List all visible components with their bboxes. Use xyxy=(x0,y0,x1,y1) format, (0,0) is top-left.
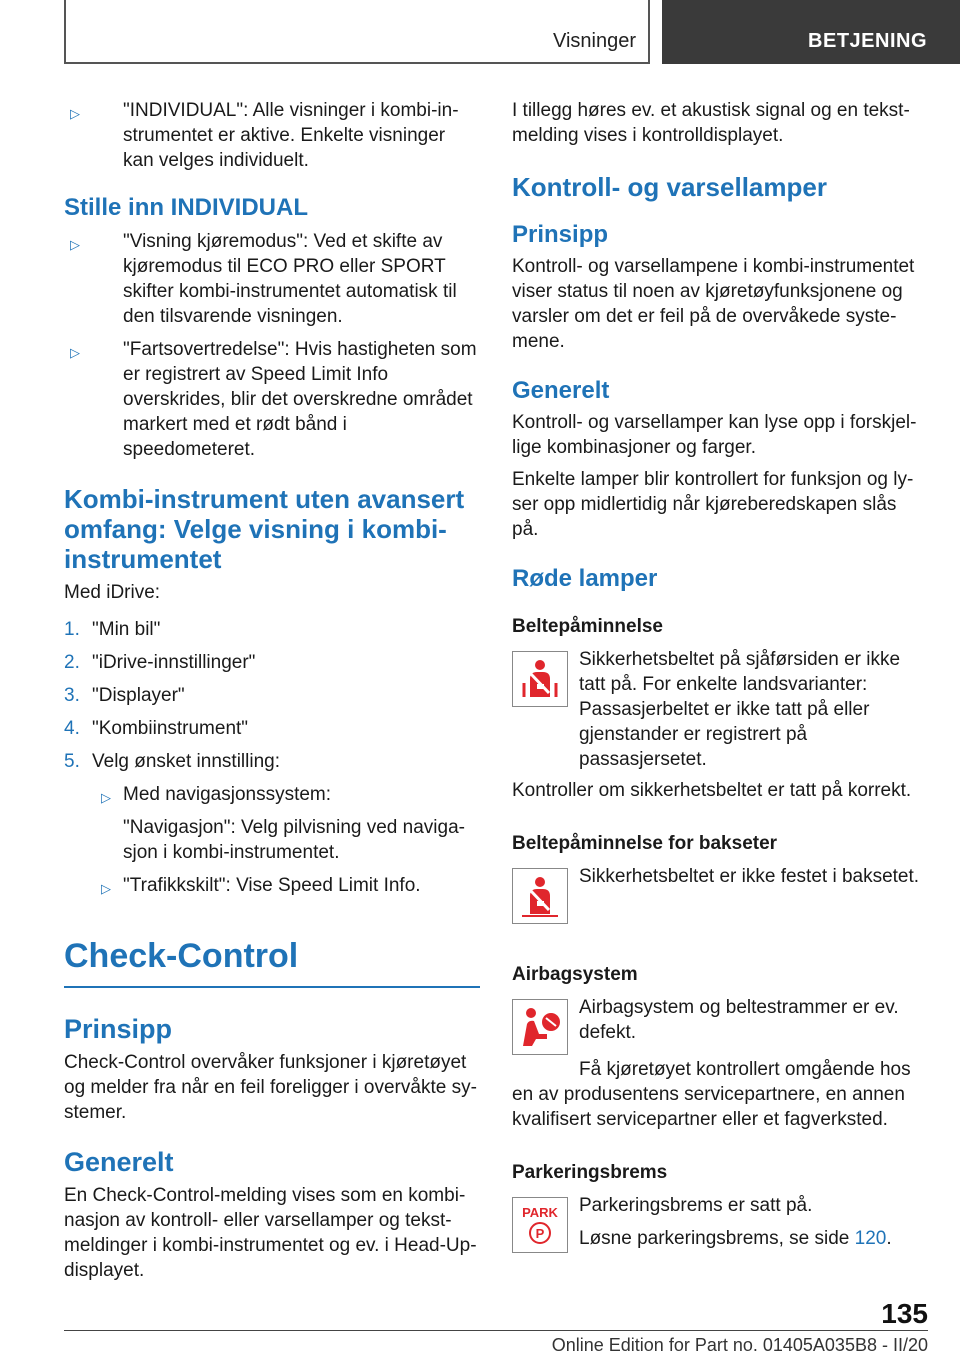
lamp-text: Kontroller om sikkerhetsbeltet er tatt på korrekt. xyxy=(512,780,912,801)
triangle-bullet-icon: ▷ xyxy=(101,881,111,896)
heading-prinsipp: Prinsipp xyxy=(64,1014,173,1044)
step-item: 3. "Displayer" xyxy=(64,685,185,706)
list-item: ▷ "INDIVIDUAL": Alle visninger i kombi-instrumentet er aktive. Enkelte visninger kan velges individuelt. xyxy=(70,100,459,171)
heading-rode-lamper: Røde lamper xyxy=(512,565,658,592)
airbag-warning-icon xyxy=(512,999,568,1055)
intro-text: I tillegg høres ev. et akustisk signal og en tekstmelding vises i kontrolldisplayet. xyxy=(512,100,910,146)
lamp-text: Løsne parkeringsbrems, se side 120. xyxy=(579,1228,892,1249)
sub-list-text: "Navigasjon": Velg pilvisning ved navigasjon i kombi-instrumentet. xyxy=(123,817,465,863)
page-link[interactable]: 120 xyxy=(854,1228,887,1249)
lamp-title: Beltepåminnelse xyxy=(512,616,663,637)
lamp-title: Beltepåminnelse for bakseter xyxy=(512,833,778,854)
lamp-block xyxy=(512,647,928,772)
lamp-text: Sikkerhetsbeltet på sjåførsiden er ikke tatt på. For enkelte landsvarianter: Passasjerbeltet er ikke tatt på eller gjenstander er registrert på passasjersetet. xyxy=(579,649,901,770)
lamp-block xyxy=(512,864,928,948)
heading-generelt: Generelt xyxy=(512,377,610,404)
list-item: ▷ "Fartsovertredelse": Hvis hastigheten som er registrert av Speed Limit Info overskrides, blir det overskredne området markert med et rødt bånd i speedometeret. xyxy=(70,339,477,460)
step-item: 2. "iDrive-innstillinger" xyxy=(64,652,256,673)
park-label: PARK xyxy=(522,1205,558,1220)
lamp-title: Airbagsystem xyxy=(512,964,638,985)
triangle-bullet-icon: ▷ xyxy=(70,237,80,252)
step-item: 5. Velg ønsket innstilling: xyxy=(64,751,280,772)
heading-stille-inn: Stille inn INDIVIDUAL xyxy=(64,194,309,221)
prinsipp-text: Kontroll- og varsellampene i kombi-instrumentet viser status til noen av kjøretøyfunksjonene og varsler om det er feil på de overvåkede systemene. xyxy=(512,256,915,352)
sub-list-item: ▷ "Trafikkskilt": Vise Speed Limit Info. xyxy=(64,873,480,898)
prinsipp-text: Check-Control overvåker funksjoner i kjøretøyet og melder fra når en feil foreligger i overvåkte systemer. xyxy=(64,1052,477,1123)
heading-generelt: Generelt xyxy=(64,1147,174,1177)
list-item: ▷ "Visning kjøremodus": Ved et skifte av kjøremodus til ECO PRO eller SPORT skifter kombi-instrumentet automatisk til den tilsvarende visningen. xyxy=(70,231,457,327)
seatbelt-warning-icon xyxy=(512,651,568,707)
intro-text: Med iDrive: xyxy=(64,582,161,603)
lamp-title: Parkeringsbrems xyxy=(512,1162,668,1183)
right-column xyxy=(512,98,928,1251)
lamp-text: Airbagsystem og beltestrammer er ev. defekt. xyxy=(579,997,899,1043)
rear-seatbelt-warning-icon xyxy=(512,868,568,924)
heading-prinsipp: Prinsipp xyxy=(512,221,609,248)
footer-divider xyxy=(64,1330,928,1331)
generelt-text: Enkelte lamper blir kontrollert for funksjon og lyser opp midlertidig når kjøreberedskapen slås på. xyxy=(512,469,914,540)
section-title: Visninger xyxy=(552,30,636,52)
lamp-text: Sikkerhetsbeltet er ikke festet i baksetet. xyxy=(579,866,920,887)
generelt-text: Kontroll- og varsellamper kan lyse opp i forskjellige kombinasjoner og farger. xyxy=(512,412,917,458)
heading-lamper: Kontroll- og varsellamper xyxy=(512,172,827,202)
page-number: 135 xyxy=(881,1298,928,1329)
chapter-tab xyxy=(662,0,960,64)
lamp-block xyxy=(512,995,928,1051)
heading-kombi: Kombi-instrument uten avansert omfang: Velge visning i kombiinstrumentet xyxy=(64,484,465,574)
triangle-bullet-icon: ▷ xyxy=(70,106,80,121)
step-item: 1. "Min bil" xyxy=(64,619,161,640)
lamp-text: Parkeringsbrems er satt på. xyxy=(579,1195,813,1216)
lamp-block xyxy=(512,1193,928,1251)
footer-edition: Online Edition for Part no. 01405A035B8 - II/20 xyxy=(551,1335,928,1355)
chapter-label: BETJENING xyxy=(808,30,927,52)
heading-check-control: Check-Control xyxy=(64,936,480,988)
steps-list xyxy=(64,617,480,774)
step-item: 4. "Kombiinstrument" xyxy=(64,718,249,739)
parking-brake-icon xyxy=(512,1197,568,1253)
left-column xyxy=(64,98,480,1290)
generelt-text: En Check-Control-melding vises som en kombinasjon av kontroll- eller varsellamper og tekstmeldinger i kombi-instrumentet og ev. i Head-Up-displayet. xyxy=(64,1185,477,1281)
lamp-text: Få kjøretøyet kontrollert omgående hos en av produsentens servicepartnere, en annen kvalifisert servicepartner eller et fagverksted. xyxy=(512,1059,911,1130)
triangle-bullet-icon: ▷ xyxy=(70,345,80,360)
park-circle: P xyxy=(529,1222,551,1244)
sub-list-item: ▷ Med navigasjonssystem: xyxy=(64,782,480,807)
triangle-bullet-icon: ▷ xyxy=(101,790,111,805)
